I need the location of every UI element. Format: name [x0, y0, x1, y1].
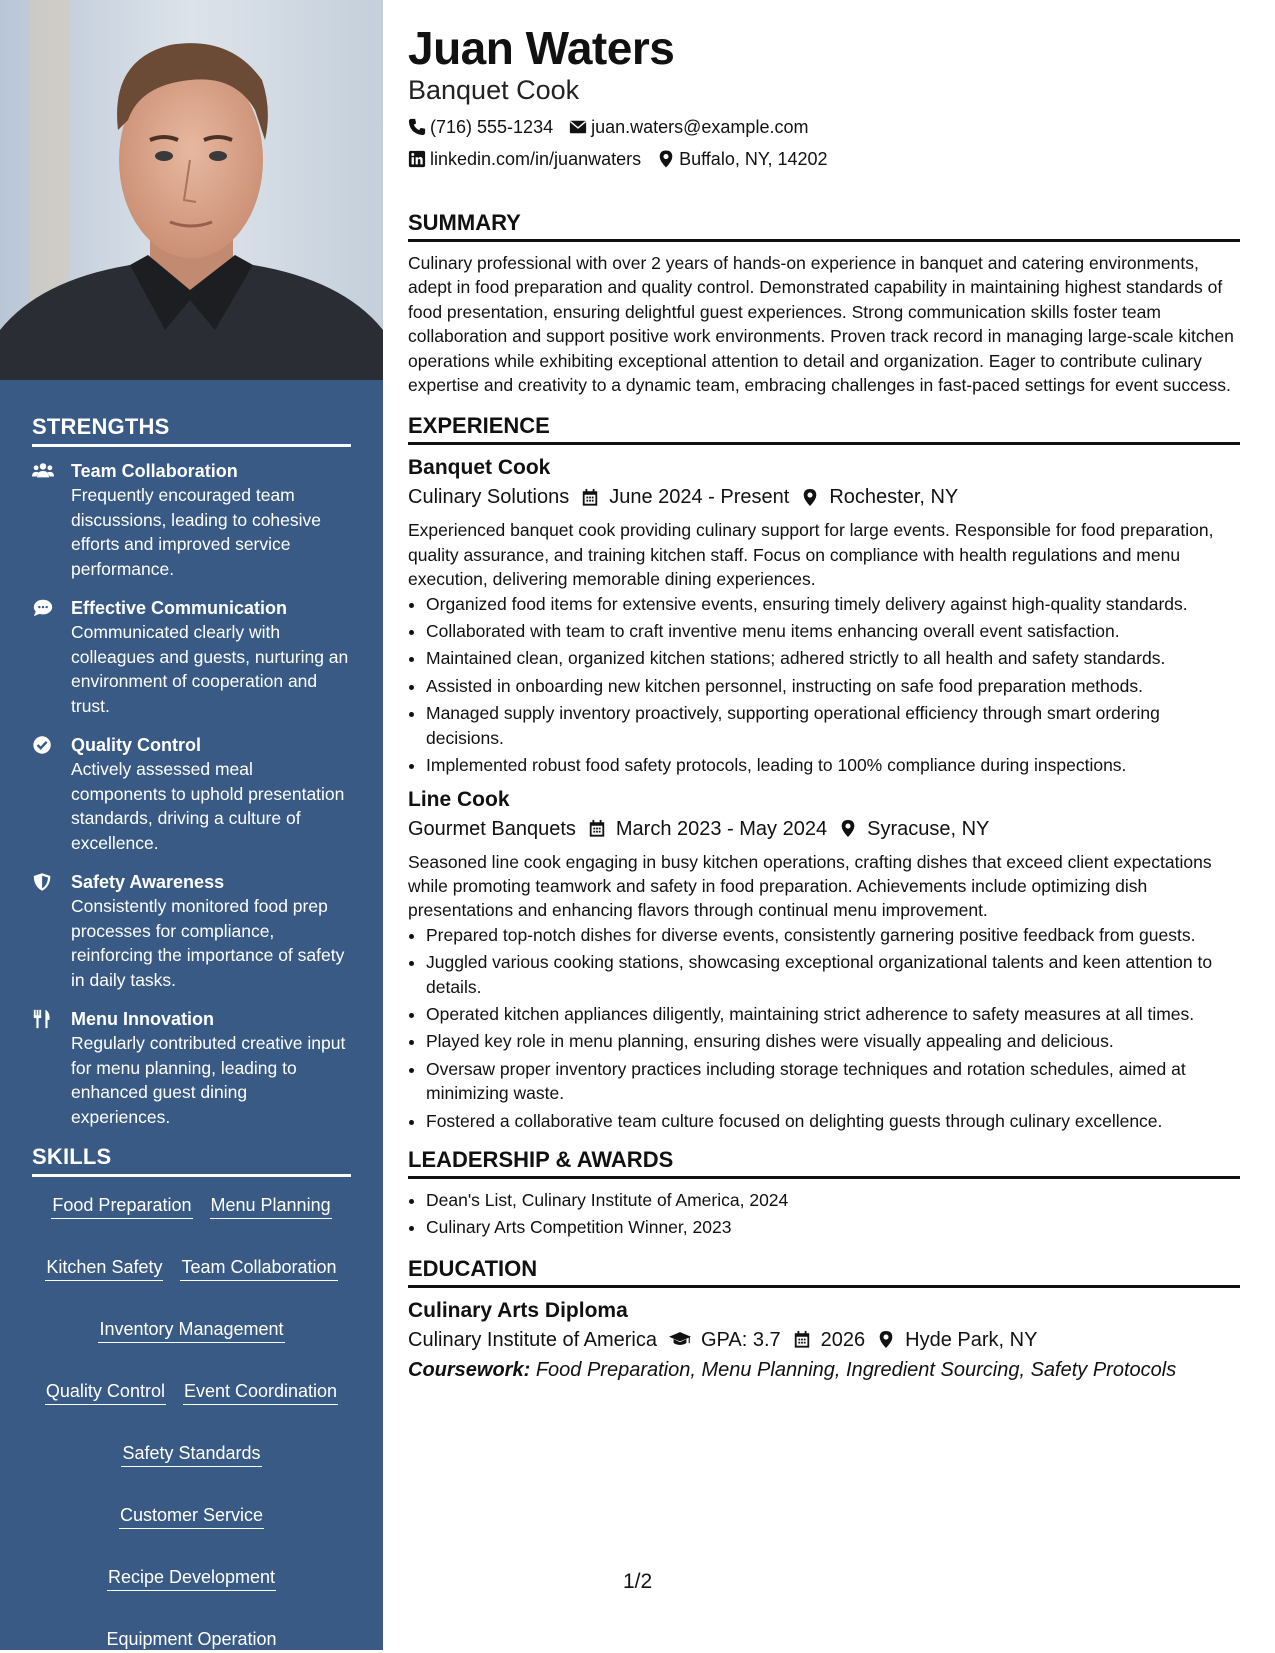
- leadership-heading: LEADERSHIP & AWARDS: [408, 1147, 1240, 1179]
- gpa: [669, 1325, 781, 1355]
- list-item: • Managed supply inventory proactively, supporting operational efficiency through smart ordering decisions.: [426, 701, 1240, 750]
- list-item: • Implemented robust food safety protocols, leading to 100% compliance during inspections.: [426, 753, 1240, 777]
- school-name: Culinary Institute of America: [408, 1328, 657, 1351]
- job-description: Seasoned line cook engaging in busy kitchen operations, crafting dishes that exceed client expectations while promoting teamwork and safety in food preparation. Achievements include optimizing dish presentations and enhancing flavors through continual menu improvement.: [408, 851, 1212, 921]
- coursework-text: Food Preparation, Menu Planning, Ingredient Sourcing, Safety Protocols: [535, 1358, 1177, 1381]
- main-content: [408, 0, 1240, 1385]
- strength-item: [32, 733, 351, 855]
- education-meta: [408, 1325, 1240, 1355]
- skill-tag: Inventory Management: [98, 1317, 284, 1343]
- strength-title: Team Collaboration: [71, 461, 238, 481]
- email-text[interactable]: juan.waters@example.com: [591, 117, 809, 137]
- job-company: Culinary Solutions: [408, 486, 570, 509]
- experience-section: [408, 413, 1240, 1133]
- job-entry: [408, 786, 1240, 1133]
- location-contact: [657, 148, 827, 170]
- skill-tag: Event Coordination: [183, 1379, 338, 1405]
- contact-line: [408, 116, 1240, 138]
- job-meta: [408, 482, 1240, 512]
- gpa-text: GPA: 3.7: [701, 1328, 781, 1351]
- awards-list: [408, 1188, 1240, 1240]
- envelope-icon: [569, 118, 587, 136]
- graduation-cap-icon: [669, 1330, 691, 1349]
- job-dates-text: March 2023 - May 2024: [615, 817, 828, 840]
- summary-text: Culinary professional with over 2 years of hands-on experience in banquet and catering environments, adept in food preparation and quality control. Demonstrated capability in maintaining highest standards of food presentation, ensuring delightful guest experiences. Strong communication skills foster team collaboration and support positive work environments. Proven track record in managing large-scale kitchen operations while exhibiting exceptional attention to detail and organization. Eager to contribute culinary expertise and creativity to a dynamic team, embracing challenges in fast-paced settings for event success.: [408, 253, 1234, 396]
- skill-tag: Team Collaboration: [180, 1255, 337, 1281]
- skill-tag: Food Preparation: [51, 1193, 192, 1219]
- skills-list: [32, 1189, 351, 1653]
- list-item: • Dean's List, Culinary Institute of America, 2024: [426, 1188, 1240, 1212]
- strength-desc: Communicated clearly with colleagues and guests, nurturing an environment of cooperation and trust.: [71, 622, 349, 716]
- strength-desc: Consistently monitored food prep processes for compliance, reinforcing the importance of safety in daily tasks.: [71, 896, 345, 990]
- email-contact: [569, 116, 808, 138]
- school-location: [877, 1325, 1037, 1355]
- job-meta: [408, 814, 1240, 844]
- education-heading: EDUCATION: [408, 1256, 1240, 1288]
- leadership-section: [408, 1147, 1240, 1240]
- summary-section: [408, 210, 1240, 397]
- linkedin-contact: [408, 148, 641, 170]
- degree-title: Culinary Arts Diploma: [408, 1298, 628, 1322]
- strength-title: Quality Control: [71, 735, 201, 755]
- skill-tag: Equipment Operation: [105, 1627, 277, 1653]
- skills-heading: SKILLS: [32, 1144, 351, 1177]
- sidebar: [0, 0, 383, 1650]
- strengths-section: [0, 414, 383, 1129]
- job-description: Experienced banquet cook providing culinary support for large events. Responsible for food preparation, quality assurance, and training kitchen staff. Focus on compliance with health regulations and menu execution, delivering memorable dining experiences.: [408, 520, 1214, 590]
- job-company: Gourmet Banquets: [408, 817, 576, 840]
- skill-tag: Safety Standards: [121, 1441, 261, 1467]
- job-location-text: Syracuse, NY: [867, 817, 990, 840]
- strength-title: Safety Awareness: [71, 872, 225, 892]
- utensils-icon: [32, 1009, 54, 1029]
- calendar-icon: [793, 1330, 811, 1349]
- coursework-label: Coursework:: [408, 1358, 531, 1381]
- users-icon: [32, 461, 54, 481]
- candidate-role: Banquet Cook: [408, 75, 580, 105]
- job-location: [839, 814, 989, 844]
- list-item: • Prepared top-notch dishes for diverse events, consistently garnering positive feedback from guests.: [426, 923, 1240, 947]
- linkedin-text[interactable]: linkedin.com/in/juanwaters: [430, 149, 642, 169]
- chat-bubble-icon: [32, 598, 54, 618]
- candidate-name: Juan Waters: [408, 22, 675, 74]
- list-item: • Oversaw proper inventory practices including storage techniques and rotation schedules, aimed at minimizing waste.: [426, 1057, 1240, 1106]
- strength-desc: Actively assessed meal components to uphold presentation standards, driving a culture of excellence.: [71, 759, 345, 853]
- strengths-heading: STRENGTHS: [32, 414, 351, 447]
- shield-icon: [32, 872, 54, 892]
- phone-icon: [408, 118, 426, 136]
- strength-item: [32, 596, 351, 718]
- linkedin-icon: [408, 150, 426, 168]
- job-dates: [588, 814, 827, 844]
- skill-tag: Kitchen Safety: [45, 1255, 163, 1281]
- strength-item: [32, 459, 351, 581]
- list-item: • Organized food items for extensive events, ensuring timely delivery against high-quality standards.: [426, 592, 1240, 616]
- job-dates-text: June 2024 - Present: [609, 486, 790, 509]
- list-item: • Collaborated with team to craft inventive menu items enhancing overall event satisfaction.: [426, 619, 1240, 643]
- list-item: • Played key role in menu planning, ensuring dishes were visually appealing and delicious.: [426, 1029, 1240, 1053]
- year-text: 2026: [820, 1328, 866, 1351]
- skill-tag: Quality Control: [45, 1379, 166, 1405]
- page-number: 1/2: [623, 1570, 653, 1593]
- job-location: [801, 482, 958, 512]
- skill-tag: Menu Planning: [210, 1193, 332, 1219]
- job-entry: [408, 454, 1240, 777]
- skill-tag: Recipe Development: [107, 1565, 276, 1591]
- map-pin-icon: [801, 488, 819, 507]
- strength-item: [32, 870, 351, 992]
- phone-contact: [408, 116, 553, 138]
- summary-heading: SUMMARY: [408, 210, 1240, 242]
- school-location-text: Hyde Park, NY: [905, 1328, 1038, 1351]
- skill-tag: Customer Service: [119, 1503, 264, 1529]
- contact-line: [408, 148, 1240, 170]
- list-item: • Juggled various cooking stations, showcasing exceptional organizational talents and keen attention to details.: [426, 950, 1240, 999]
- education-section: [408, 1256, 1240, 1385]
- list-item: • Operated kitchen appliances diligently, maintaining strict adherence to safety measures at all times.: [426, 1002, 1240, 1026]
- location-text: Buffalo, NY, 14202: [679, 149, 828, 169]
- strength-title: Menu Innovation: [71, 1009, 214, 1029]
- profile-photo: [0, 0, 383, 380]
- check-circle-icon: [32, 735, 54, 755]
- strength-item: [32, 1007, 351, 1129]
- calendar-icon: [588, 819, 606, 838]
- job-bullets: [408, 923, 1240, 1133]
- skills-section: [0, 1144, 383, 1653]
- job-title: Banquet Cook: [408, 456, 551, 480]
- coursework: [408, 1355, 1240, 1385]
- job-bullets: [408, 592, 1240, 778]
- strength-desc: Frequently encouraged team discussions, leading to cohesive efforts and improved service performance.: [71, 485, 322, 579]
- list-item: • Maintained clean, organized kitchen stations; adhered strictly to all health and safety standards.: [426, 646, 1240, 670]
- calendar-icon: [581, 488, 599, 507]
- job-dates: [581, 482, 789, 512]
- job-title: Line Cook: [408, 787, 510, 811]
- strength-desc: Regularly contributed creative input for menu planning, leading to enhanced guest dining experiences.: [71, 1033, 346, 1127]
- job-location-text: Rochester, NY: [829, 486, 959, 509]
- list-item: • Assisted in onboarding new kitchen personnel, instructing on safe food preparation methods.: [426, 674, 1240, 698]
- list-item: • Fostered a collaborative team culture focused on delighting guests through culinary excellence.: [426, 1109, 1240, 1133]
- graduation-year: [793, 1325, 866, 1355]
- map-pin-icon: [839, 819, 857, 838]
- list-item: • Culinary Arts Competition Winner, 2023: [426, 1215, 1240, 1239]
- map-pin-icon: [657, 150, 675, 168]
- map-pin-icon: [877, 1330, 895, 1349]
- phone-text[interactable]: (716) 555-1234: [430, 117, 554, 137]
- experience-heading: EXPERIENCE: [408, 413, 1240, 445]
- strength-title: Effective Communication: [71, 598, 288, 618]
